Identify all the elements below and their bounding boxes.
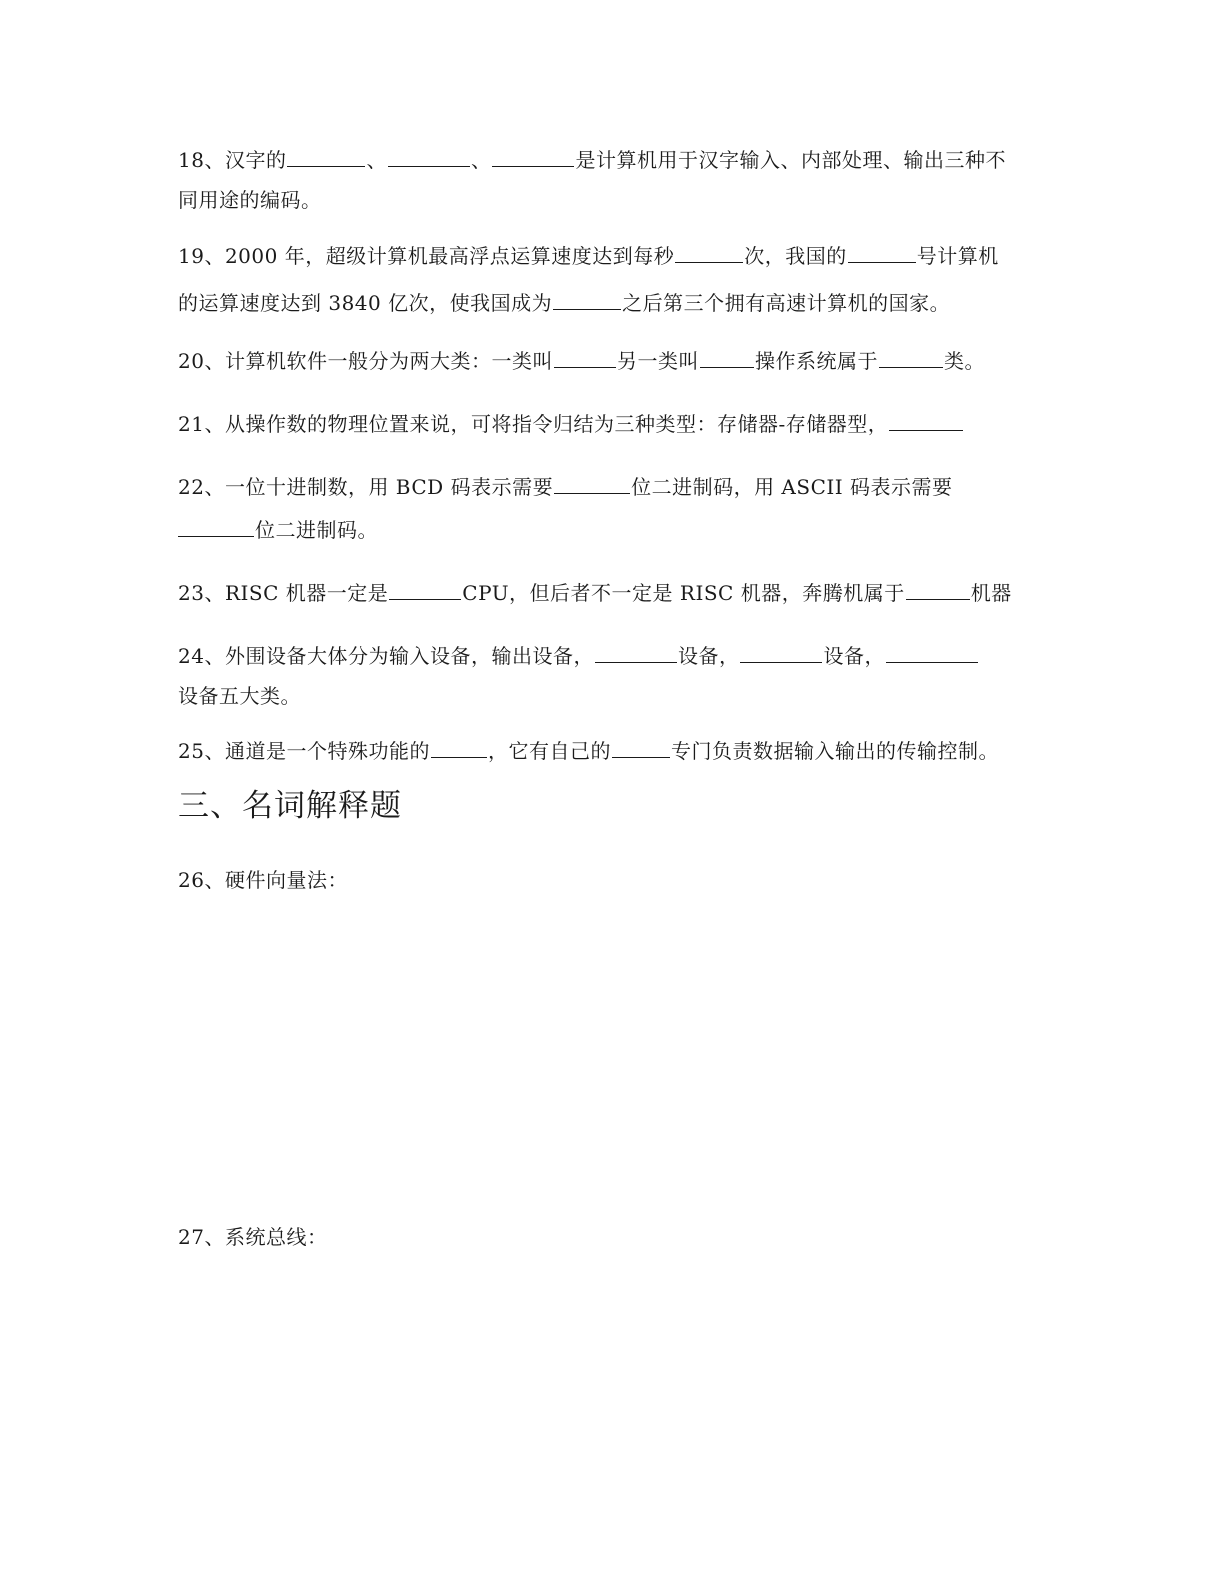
q18-sep2: 、 <box>470 148 492 172</box>
q22-prefix: 22、一位十进制数，用 BCD 码表示需要 <box>178 475 554 499</box>
q25-mid: ，它有自己的 <box>487 739 611 763</box>
answer-blank[interactable] <box>612 737 670 758</box>
question-19-line-1 <box>178 242 999 268</box>
answer-blank[interactable] <box>431 737 487 758</box>
q24-prefix: 24、外围设备大体分为输入设备，输出设备， <box>178 644 594 668</box>
answer-blank[interactable] <box>595 642 677 663</box>
question-20 <box>178 347 985 373</box>
q24-mid1: 设备， <box>677 644 740 668</box>
answer-blank[interactable] <box>492 146 574 167</box>
term-question-26: 26、硬件向量法： <box>178 868 348 892</box>
question-22-line-1 <box>178 473 953 499</box>
answer-blank[interactable] <box>906 579 970 600</box>
question-25 <box>178 737 999 763</box>
question-22-line-2 <box>178 516 378 542</box>
answer-blank[interactable] <box>886 642 978 663</box>
q19-prefix: 19、2000 年，超级计算机最高浮点运算速度达到每秒 <box>178 244 675 268</box>
q19-line2b: 之后第三个拥有高速计算机的国家。 <box>622 291 951 315</box>
q24-line2: 设备五大类。 <box>178 684 301 708</box>
term-question-27: 27、系统总线： <box>178 1225 328 1249</box>
answer-blank[interactable] <box>740 642 822 663</box>
q23-mid: CPU，但后者不一定是 RISC 机器，奔腾机属于 <box>462 581 905 605</box>
q18-prefix: 18、汉字的 <box>178 148 287 172</box>
question-18-line-2 <box>178 188 322 212</box>
q24-mid2: 设备， <box>823 644 885 668</box>
q19-mid2: 号计算机 <box>916 244 999 268</box>
answer-blank[interactable] <box>675 242 743 263</box>
q19-line2a: 的运算速度达到 3840 亿次，使我国成为 <box>178 291 553 315</box>
answer-blank[interactable] <box>389 579 461 600</box>
q21-text: 21、从操作数的物理位置来说，可将指令归结为三种类型：存储器-存储器型， <box>178 412 889 436</box>
q23-suffix: 机器 <box>970 581 1012 605</box>
question-21 <box>178 410 964 436</box>
q18-line2: 同用途的编码。 <box>178 188 322 212</box>
question-19-line-2 <box>178 289 950 315</box>
question-24-line-1 <box>178 642 979 668</box>
answer-blank[interactable] <box>889 410 963 431</box>
q18-mid: 是计算机用于汉字输入、内部处理、输出三种不 <box>575 148 1006 172</box>
q20-mid1: 另一类叫 <box>616 349 699 373</box>
section-heading: 三、名词解释题 <box>178 788 402 824</box>
q20-prefix: 20、计算机软件一般分为两大类：一类叫 <box>178 349 553 373</box>
answer-blank[interactable] <box>287 146 365 167</box>
question-24-line-2 <box>178 684 301 708</box>
q25-suffix: 专门负责数据输入输出的传输控制。 <box>670 739 999 763</box>
q22-mid: 位二进制码，用 ASCII 码表示需要 <box>631 475 953 499</box>
q20-suffix: 类。 <box>943 349 985 373</box>
answer-blank[interactable] <box>178 516 254 537</box>
answer-blank[interactable] <box>554 347 616 368</box>
question-23 <box>178 579 1012 605</box>
answer-blank[interactable] <box>554 473 630 494</box>
question-18-line-1 <box>178 146 1006 172</box>
answer-blank[interactable] <box>848 242 916 263</box>
answer-blank[interactable] <box>388 146 470 167</box>
q23-prefix: 23、RISC 机器一定是 <box>178 581 389 605</box>
q22-line2: 位二进制码。 <box>255 518 378 542</box>
answer-blank[interactable] <box>879 347 943 368</box>
q25-prefix: 25、通道是一个特殊功能的 <box>178 739 430 763</box>
answer-blank[interactable] <box>700 347 754 368</box>
q18-sep1: 、 <box>366 148 387 172</box>
q19-mid1: 次，我国的 <box>744 244 847 268</box>
q20-mid2: 操作系统属于 <box>754 349 878 373</box>
answer-blank[interactable] <box>553 289 621 310</box>
